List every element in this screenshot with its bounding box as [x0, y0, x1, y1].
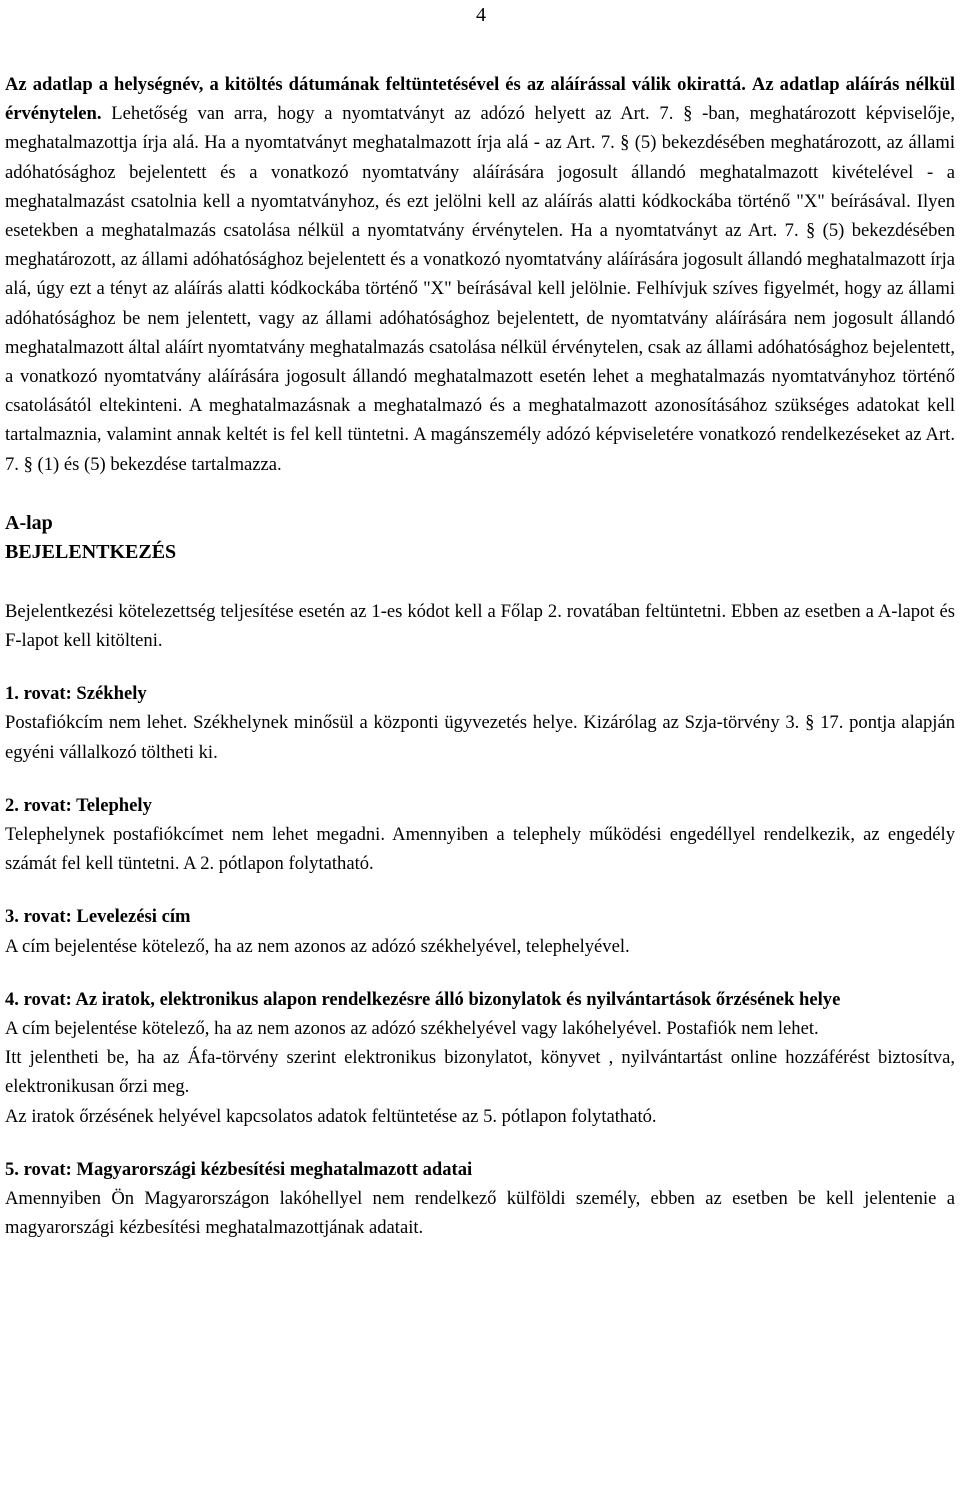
intro-bold-sentence-1: Az adatlap a helységnév, a kitöltés dátumának feltüntetésével és az aláírással válik okirattá.	[5, 74, 746, 95]
rovat-3-heading: 3. rovat: Levelezési cím	[5, 906, 191, 928]
rovat-4-text-3: Az iratok őrzésének helyével kapcsolatos adatok feltüntetése az 5. pótlapon folytatható.	[5, 1105, 657, 1127]
rovat-4-text-1: A cím bejelentése kötelező, ha az nem azonos az adózó székhelyével vagy lakóhelyével. Postafiók nem lehet.	[5, 1018, 819, 1040]
section-label: A-lap	[5, 511, 53, 534]
intro-paragraph	[5, 70, 955, 479]
rovat-4-heading: 4. rovat: Az iratok, elektronikus alapon rendelkezésre álló bizonylatok és nyilvántartások őrzésének helye	[5, 988, 841, 1010]
section-title: BEJELENTKEZÉS	[5, 540, 177, 563]
page-number: 4	[476, 4, 486, 26]
rovat-2-heading: 2. rovat: Telephely	[5, 794, 152, 816]
rovat-1-heading: 1. rovat: Székhely	[5, 683, 147, 705]
rovat-2-text: Telephelynek postafiókcímet nem lehet megadni. Amennyiben a telephely működési engedéllyel rendelkezik, az engedély számát fel kell tüntetni. A 2. pótlapon folytatható.	[5, 824, 955, 875]
rovat-5-heading: 5. rovat: Magyarországi kézbesítési meghatalmazott adatai	[5, 1158, 473, 1180]
rovat-5-text: Amennyiben Ön Magyarországon lakóhellyel nem rendelkező külföldi személy, ebben az esetben be kell jelentenie a magyarországi kézbesítési meghatalmazottjának adatait.	[5, 1188, 955, 1239]
document-body	[5, 70, 955, 1243]
rovat-4-text-2: Itt jelentheti be, ha az Áfa-törvény szerint elektronikus bizonylatot, könyvet , nyilvántartást online hozzáférést biztosítva, elektronikusan őrzi meg.	[5, 1047, 955, 1098]
intro-body: Lehetőség van arra, hogy a nyomtatványt az adózó helyett az Art. 7. § -ban, meghatározott képviselője, meghatalmazottja írja alá. Ha a nyomtatványt meghatalmazott írja alá - az Art. 7. § (5) bekezdésében meghatározott, az állami adóhatósághoz bejelentett és a vonatkozó nyomtatvány aláírására jogosult állandó meghatalmazott kivételével - a meghatalmazást csatolnia kell a nyomtatványhoz, és ezt jelölni kell az aláírás alatti kódkockába történő "X" beírásával. Ilyen esetekben a meghatalmazás csatolása nélkül a nyomtatvány érvénytelen. Ha a nyomtatványt az Art. 7. § (5) bekezdésében meghatározott, az állami adóhatósághoz bejelentett és a vonatkozó nyomtatvány aláírására jogosult állandó meghatalmazott írja alá, úgy ezt a tényt az aláírás alatti kódkockába történő "X" beírásával kell jelölnie. Felhívjuk szíves figyelmét, hogy az állami adóhatósághoz be nem jelentett, vagy az állami adóhatósághoz bejelentett, de nyomtatvány aláírására nem jogosult állandó meghatalmazott által aláírt nyomtatvány meghatalmazás csatolása nélkül érvénytelen, csak az állami adóhatósághoz bejelentett, a vonatkozó nyomtatvány aláírására jogosult állandó meghatalmazott esetén lehet a meghatalmazás nyomtatványhoz történő csatolásától eltekinteni. A meghatalmazásnak a meghatalmazó és a meghatalmazott azonosításához szükséges adatokat kell tartalmaznia, valamint annak keltét is fel kell tüntetni. A magánszemély adózó képviseletére vonatkozó rendelkezéseket az Art. 7. § (1) és (5) bekezdése tartalmazza.	[5, 103, 955, 475]
rovat-1-text: Postafiókcím nem lehet. Székhelynek minősül a központi ügyvezetés helye. Kizárólag az Szja-törvény 3. § 17. pontja alapján egyéni vállalkozó töltheti ki.	[5, 712, 955, 763]
rovat-3-text: A cím bejelentése kötelező, ha az nem azonos az adózó székhelyével, telephelyével.	[5, 935, 630, 957]
intro-bold-sentence-2: Az adatlap aláírás nélkül érvénytelen.	[5, 74, 955, 125]
section-intro: Bejelentkezési kötelezettség teljesítése esetén az 1-es kódot kell a Főlap 2. rovatában feltüntetni. Ebben az esetben a A-lapot és F-lapot kell kitölteni.	[5, 600, 955, 652]
